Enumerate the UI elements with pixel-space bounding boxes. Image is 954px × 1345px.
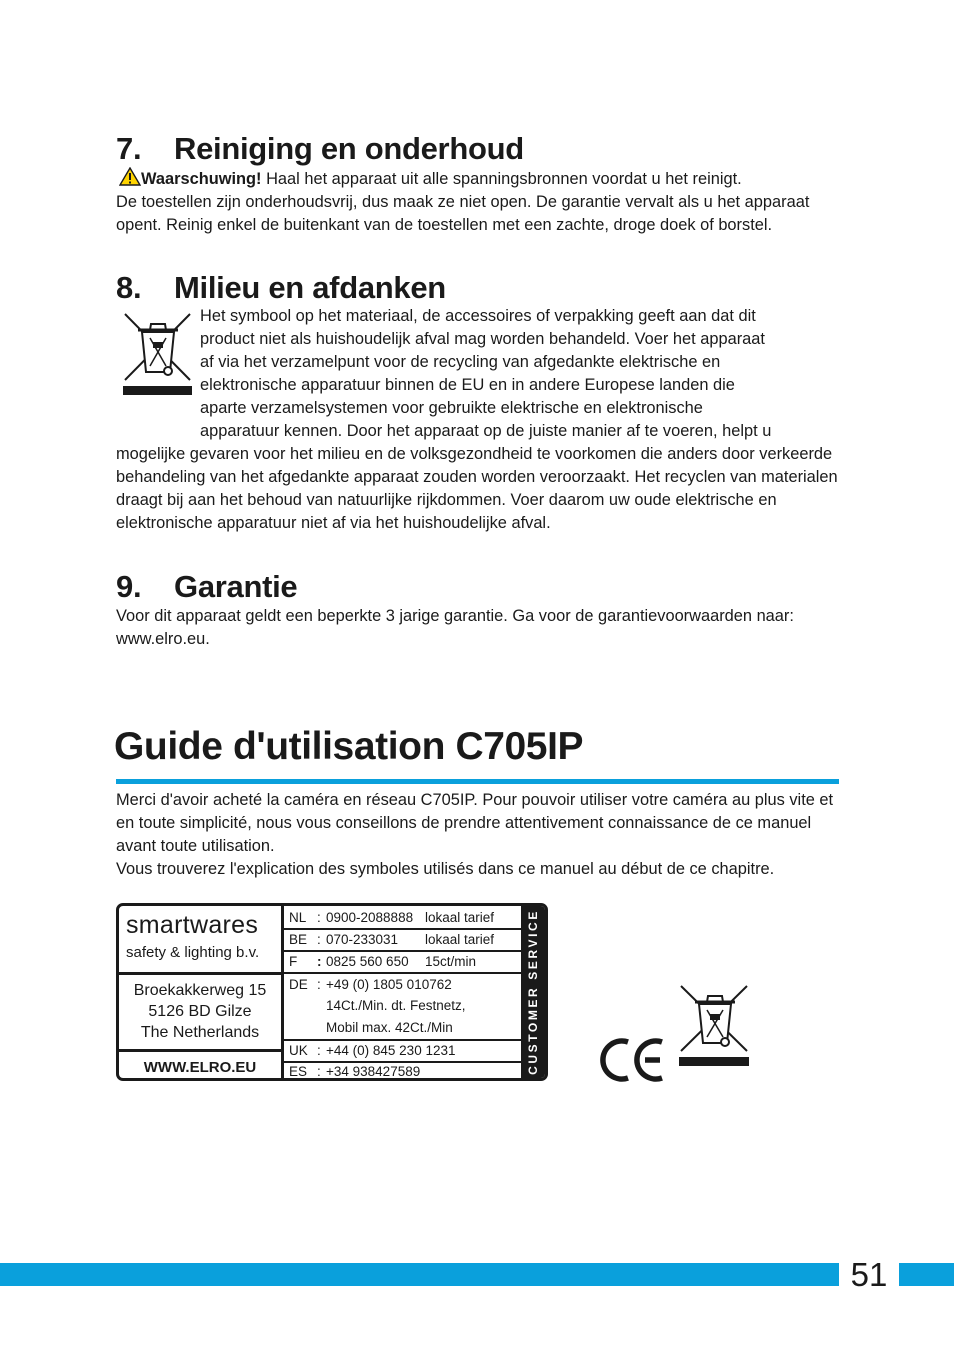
section-9-heading <box>116 569 297 605</box>
country-code: F <box>289 954 298 969</box>
separator: : <box>317 1064 321 1079</box>
section-7-line1: Haal het apparaat uit alle spanningsbronnen voordat u het reinigt. <box>261 170 742 188</box>
guide-title: Guide d'utilisation C705IP <box>114 725 584 768</box>
section-7-number: 7. <box>116 131 142 166</box>
section-8-line: elektronische apparatuur binnen de EU en in andere Europese landen die <box>200 376 735 394</box>
country-code: NL <box>289 910 307 925</box>
warning-icon <box>119 167 141 186</box>
section-8-line: apparatuur kennen. Door het apparaat op de juiste manier af te voeren, helpt u <box>200 422 772 440</box>
guide-intro-paragraph-2: Vous trouverez l'explication des symboles utilisés dans ce manuel au début de ce chapitre. <box>116 860 775 878</box>
section-8-line: aparte verzamelsystemen voor gebruikte elektrische en elektronische <box>200 399 703 417</box>
phone-number: 0900-2088888 <box>326 910 414 925</box>
section-9-title: Garantie <box>174 569 298 604</box>
customer-service-text: CUSTOMER SERVICE <box>526 909 540 1075</box>
address-line: The Netherlands <box>140 1024 260 1041</box>
customer-service-label <box>116 903 548 1081</box>
weee-bin-small-icon <box>677 983 751 1069</box>
footer-bar <box>0 1263 954 1286</box>
section-8-heading <box>116 270 446 306</box>
country-code: BE <box>289 932 308 947</box>
phone-number: +49 (0) 1805 010762 <box>326 977 452 992</box>
label-divider <box>119 1049 281 1052</box>
section-9-number: 9. <box>116 569 142 604</box>
section-8-number: 8. <box>116 270 142 305</box>
phone-number: 070-233031 <box>326 932 399 947</box>
section-8-title: Milieu en afdanken <box>174 270 446 305</box>
country-code: UK <box>289 1043 308 1058</box>
section-7-title: Reiniging en onderhoud <box>174 131 524 166</box>
guide-intro-paragraph: Merci d'avoir acheté la caméra en réseau C705IP. Pour pouvoir utiliser votre caméra au plus vite et en toute simplicité, nous vous conseillons de prendre attentivement connaissance de ce manuel avant toute utilisation. <box>116 791 834 855</box>
separator: : <box>317 932 321 947</box>
separator: : <box>317 954 322 969</box>
phone-number: +44 (0) 845 230 1231 <box>326 1043 456 1058</box>
section-8-line: Het symbool op het materiaal, de accessoires of verpakking geeft aan dat dit <box>200 307 756 325</box>
ce-mark-icon <box>600 1037 666 1083</box>
country-code: ES <box>289 1064 308 1079</box>
customer-service-band <box>521 906 545 1078</box>
country-code: DE <box>289 977 308 992</box>
brand-website: WWW.ELRO.EU <box>143 1059 257 1076</box>
separator: : <box>317 910 321 925</box>
section-7-paragraph: De toestellen zijn onderhoudsvrij, dus maak ze niet open. De garantie vervalt als u het apparaat opent. Reinig enkel de buitenkant van de toestellen met een zachte, droge doek of borstel. <box>116 193 810 234</box>
phone-table <box>284 906 527 1078</box>
label-brand-panel <box>119 906 281 1078</box>
phone-rate: lokaal tarief <box>425 932 495 947</box>
warning-label: Waarschuwing! <box>141 170 262 188</box>
section-7-text <box>116 167 840 237</box>
section-9-paragraph: Voor dit apparaat geldt een beperkte 3 jarige garantie. Ga voor de garantievoorwaarden naar: www.elro.eu. <box>116 607 794 648</box>
page-number: 51 <box>850 1256 888 1293</box>
phone-number: +34 938427589 <box>326 1064 421 1079</box>
label-divider <box>119 972 281 975</box>
phone-rate: lokaal tarief <box>425 910 495 925</box>
brand-address <box>119 980 281 1043</box>
section-7-heading <box>116 131 524 167</box>
weee-bin-icon <box>120 308 194 398</box>
section-8-line: product niet als huishoudelijk afval mag worden behandeld. Voer het apparaat <box>200 330 765 348</box>
phone-rate: 15ct/min <box>425 954 477 969</box>
section-8-line: af via het verzamelpunt voor de recycling van afgedankte elektrische en <box>200 353 721 371</box>
phone-rate-note: Mobil max. 42Ct./Min <box>326 1020 453 1035</box>
separator: : <box>317 1043 321 1058</box>
phone-rate-note: 14Ct./Min. dt. Festnetz, <box>326 998 466 1013</box>
section-8-paragraph: mogelijke gevaren voor het milieu en de volksgezondheid te voorkomen die anders door verkeerde behandeling van het afgedankte apparaat zouden worden veroorzaakt. Het recyclen van materialen draagt bij aan het behoud van natuurlijke rijkdommen. Voer daarom uw oude elektrische en elektronische apparatuur niet af via het huishoudelijke afval. <box>116 445 838 532</box>
title-rule <box>116 779 839 784</box>
brand-name: smartwares <box>126 911 259 939</box>
section-8-text-beside-icon <box>200 305 850 443</box>
brand-subtitle: safety & lighting b.v. <box>126 944 260 961</box>
guide-intro <box>116 789 844 881</box>
phone-number: 0825 560 650 <box>326 954 409 969</box>
address-line: Broekakkerweg 15 <box>133 982 267 999</box>
separator: : <box>317 977 321 992</box>
address-line: 5126 BD Gilze <box>148 1003 252 1020</box>
